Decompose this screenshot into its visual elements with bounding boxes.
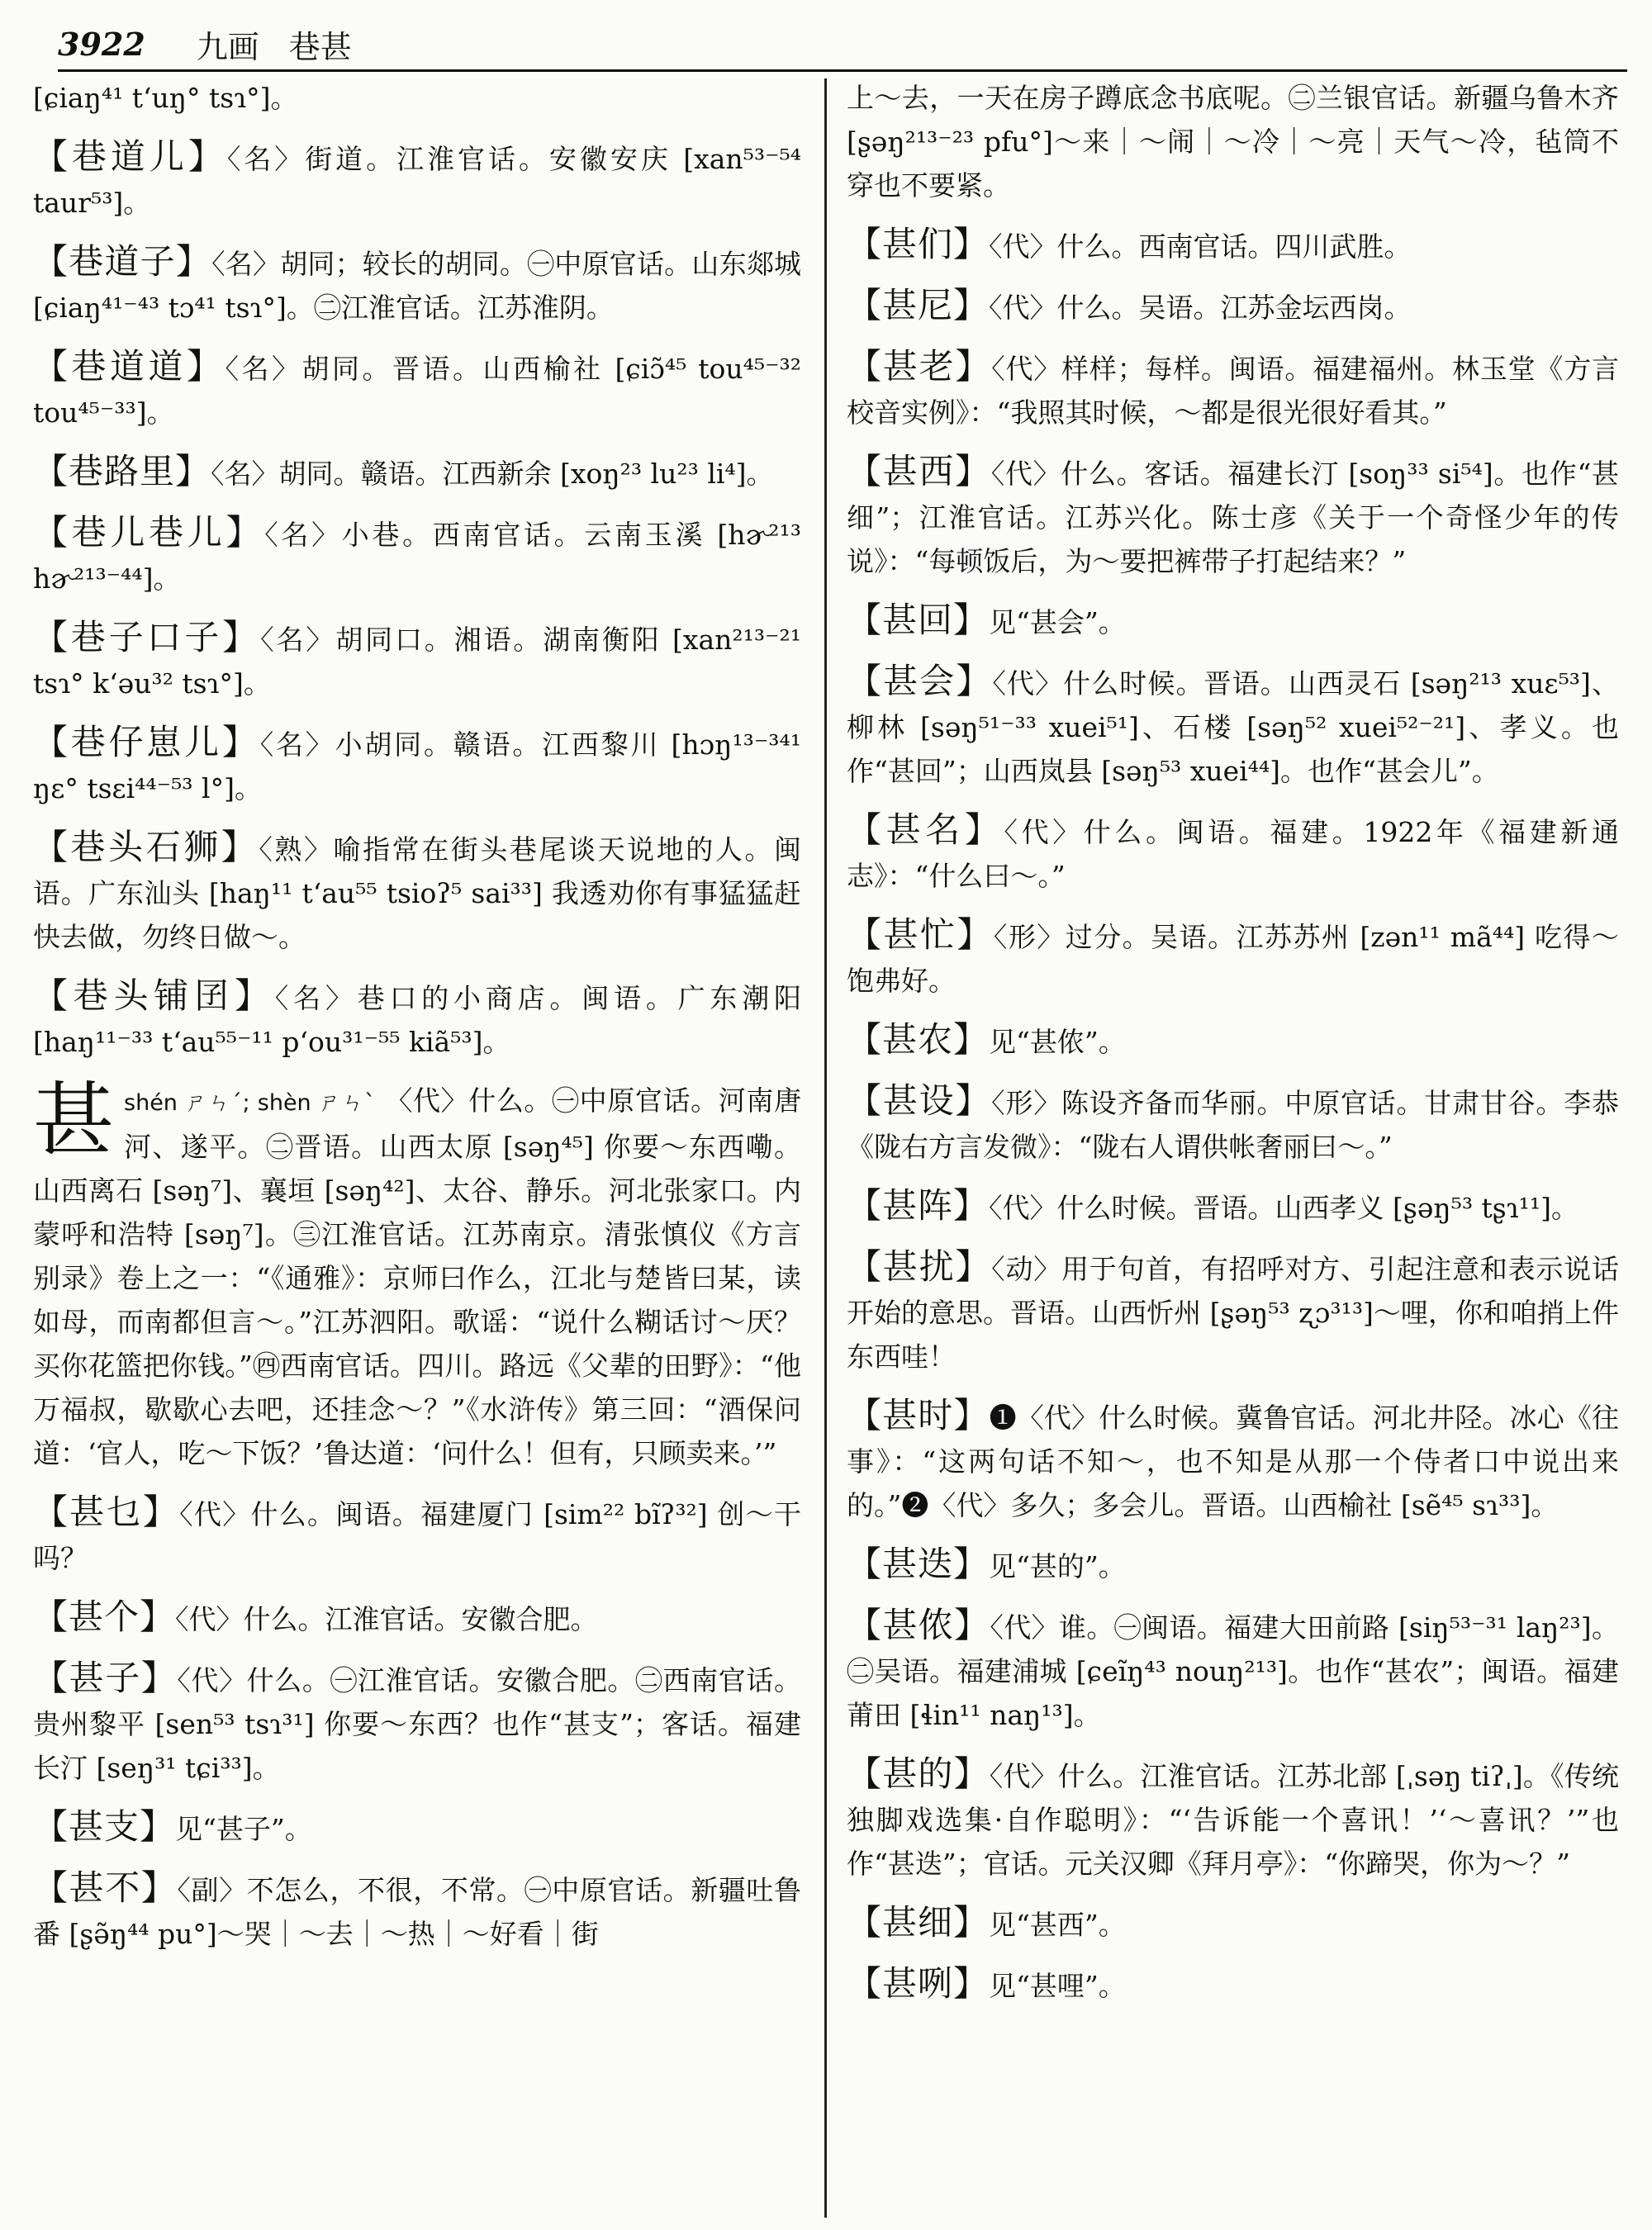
entry-definition: 〈熟〉喻指常在街头巷尾谈天说地的人。闽语。广东汕头 [haŋ¹¹ t‘au⁵⁵ tsioʔ⁵ sai³³] 我透劝你有事猛猛赶快去做，勿终日做～。	[33, 833, 801, 953]
dictionary-entry	[847, 913, 1619, 1003]
dictionary-entry	[33, 974, 801, 1064]
entry-headword: 【甚咧】	[847, 1963, 990, 2004]
entry-definition: 〈代〉什么时候。晋语。山西孝义 [ʂəŋ⁵³ tʂɿ¹¹]。	[989, 1192, 1579, 1224]
entry-headword: 【甚个】	[33, 1597, 176, 1637]
entry-headword: 【甚扰】	[847, 1246, 992, 1287]
dictionary-entry	[847, 659, 1619, 793]
entry-headword: 【巷道儿】	[33, 136, 227, 177]
entry-headword: 【甚迭】	[847, 1544, 990, 1584]
right-column	[847, 76, 1619, 2023]
entry-headword: 【巷头铺囝】	[33, 975, 275, 1016]
entry-headword: 【甚时】	[847, 1395, 990, 1435]
entry-definition: 〈名〉小巷。西南官话。云南玉溪 [hɚ²¹³ hɚ²¹³⁻⁴⁴]。	[33, 519, 801, 595]
entry-headword: 【甚会】	[847, 661, 993, 701]
entry-definition: 〈代〉什么。江淮官话。江苏北部 [ˌsəŋ tiʔˌ]。《传统独脚戏选集·自作聪明》：“‘告诉能一个喜讯！’‘～喜讯？’”也作“甚迭”；官话。元关汉卿《拜月亭》：“你蹄哭，你为～？”	[847, 1760, 1619, 1880]
dictionary-entry	[33, 449, 801, 496]
entry-headword: 【甚农】	[847, 1019, 990, 1060]
entry-headword: 【甚忙】	[847, 914, 994, 955]
entry-definition: 见“甚的”。	[989, 1550, 1126, 1582]
entry-definition: 〈代〉什么。闽语。福建。1922年《福建新通志》：“什么曰～。”	[847, 816, 1619, 892]
dictionary-entry	[847, 449, 1619, 583]
dictionary-entry	[33, 1595, 801, 1641]
entry-definition: 〈名〉小胡同。赣语。江西黎川 [hɔŋ¹³⁻³⁴¹ ŋɛ° tsɛi⁴⁴⁻⁵³ l°]。	[33, 728, 801, 804]
dictionary-entry	[33, 1490, 801, 1580]
entry-definition: 〈代〉什么时候。晋语。山西灵石 [səŋ²¹³ xuɛ⁵³]、柳林 [səŋ⁵¹⁻³³ xuei⁵¹]、石楼 [səŋ⁵² xuei⁵²⁻²¹]、孝义。也作“甚回”；山西岚县 [səŋ⁵³ xuei⁴⁴]。也作“甚会儿”。	[847, 667, 1619, 787]
entry-headword: 【甚西】	[847, 451, 991, 491]
entry-definition: 〈代〉谁。㊀闽语。福建大田前路 [siŋ⁵³⁻³¹ laŋ²³]。㊁吴语。福建浦城 [ɕeĩŋ⁴³ nouŋ²¹³]。也作“甚农”；闽语。福建莆田 [ɬin¹¹ naŋ¹³]。	[847, 1611, 1619, 1731]
entry-headword: 【甚子】	[33, 1658, 178, 1698]
dictionary-entry	[847, 1752, 1619, 1886]
dictionary-entry	[33, 1866, 801, 1956]
dictionary-entry	[847, 1542, 1619, 1588]
entry-headword: 【甚侬】	[847, 1605, 990, 1645]
entry-headword: 【甚支】	[33, 1806, 176, 1847]
dictionary-entry	[33, 1805, 801, 1851]
page-number: 3922	[58, 25, 145, 63]
dictionary-entry	[847, 598, 1619, 644]
dictionary-entry	[33, 76, 801, 120]
dictionary-entry	[847, 1018, 1619, 1064]
entry-definition: 〈代〉什么。㊀中原官话。河南唐河、遂平。㊁晋语。山西太原 [səŋ⁴⁵] 你要～东西嘞。山西离石 [səŋ⁷]、襄垣 [səŋ⁴²]、太谷、静乐。河北张家口。内蒙呼和浩特 [səŋ⁷]。㊂江淮官话。江苏南京。清张慎仪《方言别录》卷上之一：“《通雅》：京师曰作么，江北与楚皆曰某，读如母，而南都但言～。”江苏泗阳。歌谣：“说什么糊话讨～厌？买你花篮把你钱。”㊃西南官话。四川。路远《父辈的田野》：“他万福叔，歇歇心去吧，还挂念～？”《水浒传》第三回：“酒保问道：‘官人，吃～下饭？’鲁达道：‘问什么！但有，只顾卖来。’”	[33, 1084, 801, 1469]
dictionary-entry	[847, 222, 1619, 268]
entry-definition: 〈代〉什么。吴语。江苏金坛西岗。	[989, 292, 1412, 324]
entry-definition: ❶〈代〉什么时候。冀鲁官话。河北井陉。冰心《往事》：“这两句话不知～，也不知是从那一个侍者口中说出来的。”❷〈代〉多久；多会儿。晋语。山西榆社 [sẽ⁴⁵ sɿ³³]。	[847, 1402, 1619, 1521]
dictionary-entry	[847, 1245, 1619, 1378]
entry-definition: 〈名〉胡同。赣语。江西新余 [xoŋ²³ lu²³ li⁴]。	[211, 458, 774, 490]
dictionary-entry	[33, 720, 801, 810]
pinyin: shén ㄕㄣˊ; shèn ㄕㄣˋ	[124, 1090, 377, 1116]
entry-definition: 〈代〉样样；每样。闽语。福建福州。林玉堂《方言校音实例》：“我照其时候，～都是很光很好看其。”	[847, 353, 1619, 429]
page-header	[58, 18, 1627, 72]
entry-headword: 【巷道子】	[33, 241, 212, 282]
entry-headword: 【甚们】	[847, 224, 990, 264]
dictionary-entry	[847, 1184, 1619, 1230]
dictionary-entry	[847, 344, 1619, 434]
entry-definition: 〈代〉什么。闽语。福建厦门 [sim²² bĩʔ³²] 创～干吗？	[33, 1498, 801, 1574]
entry-headword: 【巷路里】	[33, 451, 211, 491]
entry-headword: 【甚的】	[847, 1753, 990, 1794]
dictionary-entry	[33, 344, 801, 434]
entry-definition: 〈副〉不怎么，不很，不常。㊀中原官话。新疆吐鲁番 [ʂə̃ŋ⁴⁴ pu°]～哭｜～去｜～热｜～好看｜街	[33, 1874, 801, 1950]
dictionary-entry	[33, 510, 801, 600]
dictionary-entry	[33, 825, 801, 959]
entry-definition: 见“甚哩”。	[989, 1970, 1126, 2002]
dictionary-entry	[847, 76, 1619, 207]
entry-headword: 【甚老】	[847, 346, 992, 387]
entry-headword: 【甚设】	[847, 1080, 992, 1121]
entry-definition: 上～去，一天在房子蹲底念书底呢。㊁兰银官话。新疆乌鲁木齐 [ʂəŋ²¹³⁻²³ pfu°]～来｜～闹｜～冷｜～亮｜天气～冷，毡筒不穿也不要紧。	[847, 82, 1619, 202]
entry-definition: 〈动〉用于句首，有招呼对方、引起注意和表示说话开始的意思。晋语。山西忻州 [ʂəŋ⁵³ ʐɔ³¹³]～哩，你和咱捎上件东西哇！	[847, 1253, 1619, 1373]
entry-definition: 〈名〉胡同口。湘语。湖南衡阳 [xan²¹³⁻²¹ tsɿ° k‘əu³² tsɿ°]。	[33, 624, 801, 700]
dictionary-entry	[847, 1900, 1619, 1947]
entry-headword: 【巷儿巷儿】	[33, 512, 265, 553]
entry-headword: 【巷子口子】	[33, 617, 261, 657]
entry-definition: 见“甚侬”。	[989, 1026, 1126, 1058]
entry-definition: 〈代〉什么。㊀江淮官话。安徽合肥。㊁西南官话。贵州黎平 [sen⁵³ tsɿ³¹] 你要～东西？也作“甚支”；客话。福建长汀 [seŋ³¹ tɕi³³]。	[33, 1664, 801, 1784]
entry-headword: 【巷道道】	[33, 346, 225, 387]
dictionary-entry	[33, 135, 801, 225]
entry-headword: 【巷仔崽儿】	[33, 722, 260, 762]
dictionary-entry	[847, 1962, 1619, 2008]
entry-headword: 【甚尼】	[847, 285, 990, 325]
entry-headword: 【甚细】	[847, 1902, 990, 1943]
entry-definition: 〈名〉胡同；较长的胡同。㊀中原官话。山东郯城 [ɕiaŋ⁴¹⁻⁴³ tɔ⁴¹ tsɿ°]。㊁江淮官话。江苏淮阴。	[33, 248, 801, 324]
entry-definition: 〈名〉巷口的小商店。闽语。广东潮阳 [haŋ¹¹⁻³³ t‘au⁵⁵⁻¹¹ p‘ou³¹⁻⁵⁵ kiã⁵³]。	[33, 982, 801, 1058]
entry-headword: 【巷头石狮】	[33, 827, 259, 867]
entry-definition: 见“甚西”。	[989, 1909, 1126, 1941]
entry-definition: [ɕiaŋ⁴¹ t‘uŋ° tsɿ°]。	[33, 82, 298, 114]
entry-definition: 〈代〉什么。江淮官话。安徽合肥。	[175, 1603, 598, 1635]
dictionary-entry	[847, 283, 1619, 330]
dictionary-entry	[33, 1074, 801, 1475]
section-chars: 巷甚	[288, 28, 352, 65]
entry-headword: 【甚回】	[847, 600, 990, 640]
entry-definition: 〈代〉什么。客话。福建长汀 [soŋ³³ si⁵⁴]。也作“甚细”；江淮官话。江苏兴化。陈士彦《关于一个奇怪少年的传说》：“每顿饭后，为～要把裤带子打起结来？”	[847, 458, 1619, 577]
entry-headword: 【甚阵】	[847, 1185, 990, 1226]
entry-definition: 〈形〉过分。吴语。江苏苏州 [zən¹¹ mã⁴⁴] 吃得～饱弗好。	[847, 921, 1619, 997]
dictionary-entry	[33, 615, 801, 705]
column-divider	[824, 78, 827, 2218]
entry-definition: 〈名〉街道。江淮官话。安徽安庆 [xan⁵³⁻⁵⁴ taur⁵³]。	[33, 143, 801, 219]
entry-definition: 〈形〉陈设齐备而华丽。中原官话。甘肃甘谷。李恭《陇右方言发微》：“陇右人谓供帐奢丽曰～。”	[847, 1087, 1619, 1163]
entry-headword: 【甚乜】	[33, 1492, 180, 1532]
dictionary-entry	[847, 1079, 1619, 1169]
entry-definition: 见“甚会”。	[989, 606, 1126, 638]
dictionary-entry	[33, 1656, 801, 1790]
entry-definition: 〈代〉什么。西南官话。四川武胜。	[989, 230, 1412, 263]
dictionary-entry	[33, 240, 801, 330]
main-headword: 甚	[33, 1074, 115, 1168]
entry-headword: 【甚不】	[33, 1867, 178, 1908]
dictionary-entry	[847, 808, 1619, 898]
entry-definition: 见“甚子”。	[175, 1813, 312, 1845]
dictionary-entry	[847, 1393, 1619, 1527]
entry-definition: 〈名〉胡同。晋语。山西榆社 [ɕiɔ̃⁴⁵ tou⁴⁵⁻³² tou⁴⁵⁻³³]。	[33, 353, 802, 429]
left-column	[33, 76, 801, 1971]
dictionary-entry	[847, 1603, 1619, 1737]
entry-headword: 【甚名】	[847, 809, 1004, 850]
stroke-count: 九画	[196, 28, 259, 65]
